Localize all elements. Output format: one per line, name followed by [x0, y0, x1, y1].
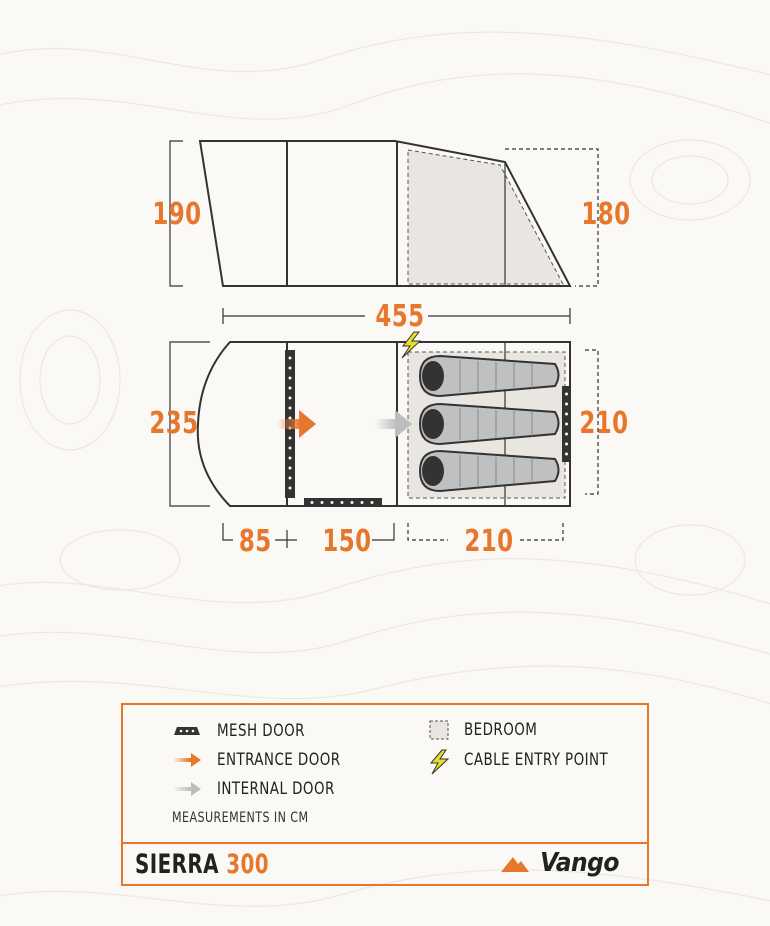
floor-plan	[170, 332, 598, 507]
dim-total-length: 455	[375, 299, 425, 334]
legend-cable-entry: CABLE ENTRY POINT	[464, 750, 609, 770]
dashed-square-icon	[429, 720, 449, 740]
dim-width-rear: 210	[579, 406, 629, 441]
dim-height-rear: 180	[581, 197, 631, 232]
sleeping-bags	[420, 356, 559, 491]
legend-mesh-door: MESH DOOR	[217, 721, 305, 741]
legend	[121, 703, 649, 842]
dim-height-front: 190	[152, 197, 202, 232]
dim-porch-depth: 85	[238, 524, 272, 559]
lightning-bolt-icon	[428, 749, 450, 775]
legend-internal-door: INTERNAL DOOR	[217, 779, 335, 799]
side-bedroom-fill	[408, 150, 563, 284]
measurements-note: MEASUREMENTS IN CM	[172, 810, 309, 826]
legend-bedroom: BEDROOM	[464, 720, 538, 740]
orange-arrow-icon	[173, 753, 203, 767]
dim-width-front: 235	[149, 406, 199, 441]
model-number: 300	[226, 849, 270, 880]
mesh-door-rear	[562, 386, 571, 462]
product-title-bar	[121, 842, 649, 886]
mesh-door-side	[304, 498, 382, 507]
dim-living-depth: 150	[322, 524, 372, 559]
mesh-door-icon	[172, 726, 202, 736]
brand-logo: Vango	[540, 848, 619, 878]
entrance-door-arrow	[277, 410, 316, 438]
internal-door-arrow	[375, 410, 412, 438]
gray-arrow-icon	[173, 782, 203, 796]
side-view	[170, 141, 598, 286]
model-name	[135, 849, 269, 880]
model-name-text: SIERRA	[135, 849, 219, 880]
legend-entrance-door: ENTRANCE DOOR	[217, 750, 341, 770]
dim-bedroom-depth: 210	[464, 524, 514, 559]
vango-logo-icon	[501, 855, 529, 873]
